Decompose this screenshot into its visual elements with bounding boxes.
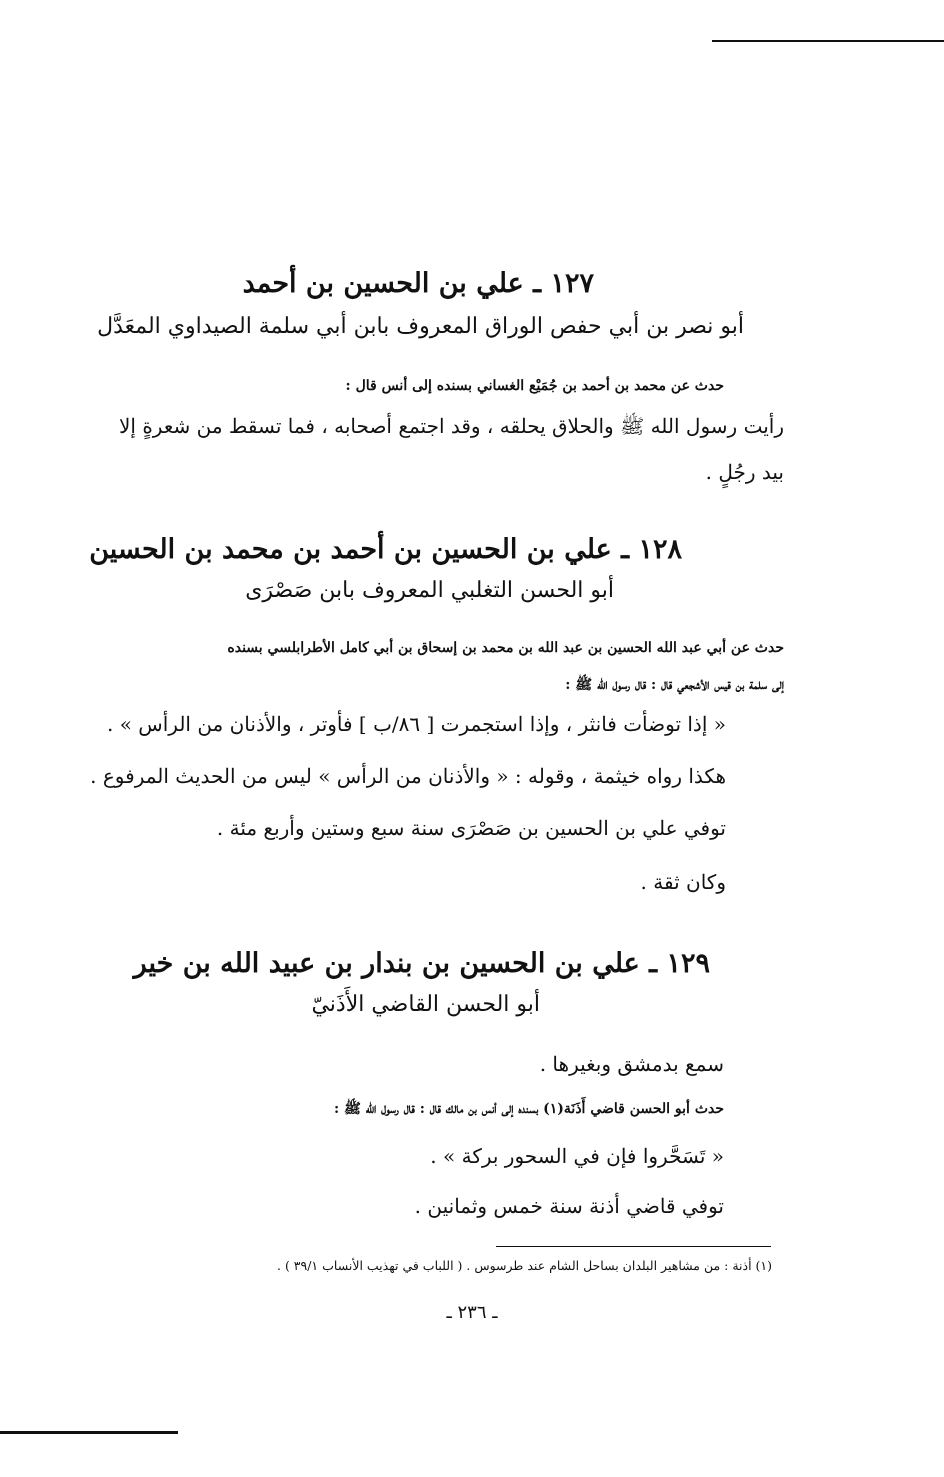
entry-text-line: وكان ثقة . [640, 870, 726, 894]
entry-text-line: رأيت رسول الله ﷺ والحلاق يحلقه ، وقد اجتمع أصحابه ، فما تسقط من شعرةٍ إلا [119, 414, 784, 438]
entry-text-line: بيد رجُلٍ . [705, 460, 784, 484]
entry-text-line: سمع بدمشق وبغيرها . [539, 1052, 724, 1076]
entry-subtitle: أبو نصر بن أبي حفص الوراق المعروف بابن أبي سلمة الصيداوي المعَدَّل [97, 314, 744, 339]
entry-title: ١٢٩ ـ علي بن الحسين بن بندار بن عبيد الله بن خير [133, 948, 710, 979]
entry-isnad: إلى سلمة بن قيس الأشجعي قال : قال رسول الله ﷺ : [565, 677, 784, 693]
entry-text-line: « تَسَحَّروا فإن في السحور بركة » . [430, 1144, 724, 1168]
entry-text-line: « إذا توضأت فانثر ، وإذا استجمرت [ ٨٦/ب ] فأوتر ، والأذنان من الرأس » . [107, 712, 726, 736]
entry-isnad: حدث عن أبي عبد الله الحسين بن عبد الله بن محمد بن إسحاق بن أبي كامل الأطرابلسي بسنده [227, 640, 784, 656]
entry-title: ١٢٧ ـ علي بن الحسين بن أحمد [242, 268, 594, 299]
entry-text-line: هكذا رواه خيثمة ، وقوله : « والأذنان من الرأس » ليس من الحديث المرفوع . [90, 764, 726, 788]
bottom-rule [0, 1431, 178, 1434]
footnote-separator [496, 1246, 771, 1247]
entry-isnad: حدث عن محمد بن أحمد بن جُمَيْع الغساني بسنده إلى أنس قال : [345, 378, 724, 394]
entry-subtitle: أبو الحسن التغلبي المعروف بابن صَصْرَى [245, 578, 614, 603]
top-rule [712, 40, 944, 42]
entry-title: ١٢٨ ـ علي بن الحسين بن أحمد بن محمد بن الحسين [89, 534, 682, 565]
entry-subtitle: أبو الحسن القاضي الأَذَنيّ [311, 992, 540, 1017]
entry-text-line: توفي علي بن الحسين بن صَصْرَى سنة سبع وستين وأربع مئة . [216, 816, 726, 840]
footnote: (١) أذنة : من مشاهير البلدان بساحل الشام عند طرسوس . ( اللباب في تهذيب الأنساب ٣٩/١ ) . [277, 1258, 772, 1273]
entry-text-line: توفي قاضي أذنة سنة خمس وثمانين . [414, 1194, 724, 1218]
page-number: ـ ٢٣٦ ـ [446, 1302, 498, 1323]
entry-isnad: حدث أبو الحسن قاضي أَذَنَة(١) بسنده إلى أنس بن مالك قال : قال رسول الله ﷺ : [333, 1101, 724, 1117]
